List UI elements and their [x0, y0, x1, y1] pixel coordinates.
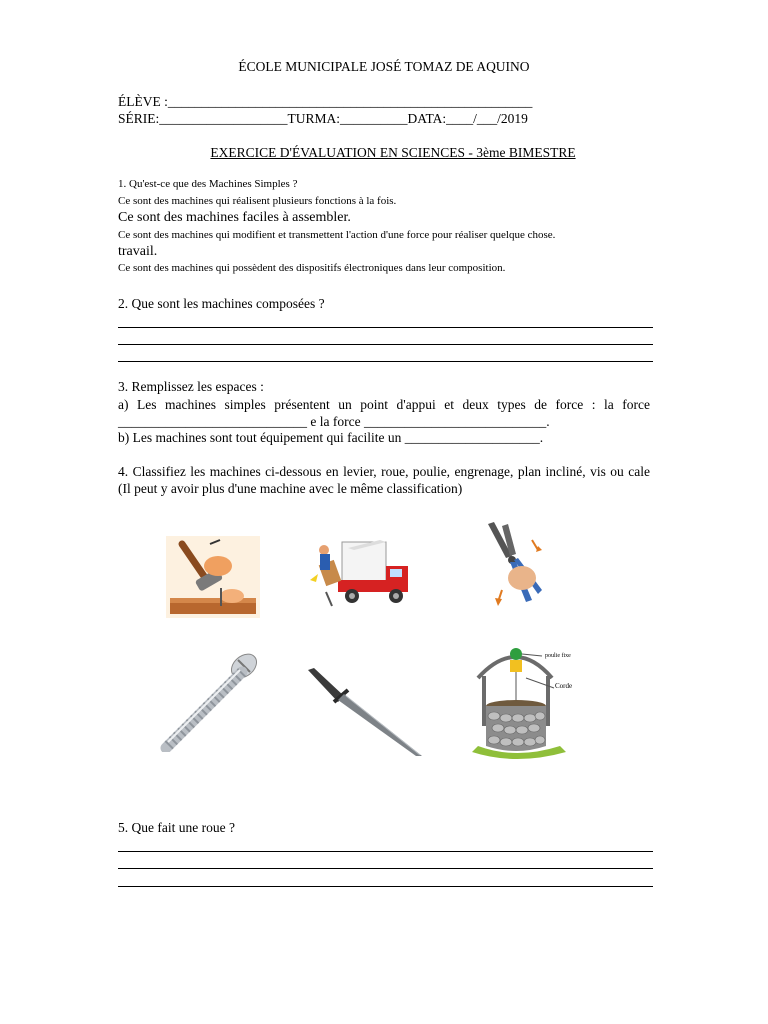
- q2-question: 2. Que sont les machines composées ?: [118, 296, 325, 311]
- q3-b: b) Les machines sont tout équipement qui facilite un ____________________.: [118, 430, 544, 445]
- well-label-rope: Corde: [555, 682, 573, 690]
- q1-option-3: Ce sont des machines qui modifient et transmettent l'action d'une force pour réaliser quelque chose.: [118, 229, 556, 241]
- pliers-image: [482, 520, 548, 610]
- answer-line: [118, 868, 653, 869]
- screw-image: [160, 650, 262, 752]
- answer-line: [118, 327, 653, 328]
- answer-line: [118, 851, 653, 852]
- q5-question: 5. Que fait une roue ?: [118, 820, 235, 835]
- hand-truck-image: [308, 534, 412, 612]
- q4-question: 4. Classifiez les machines ci-dessous en levier, roue, poulie, engrenage, plan incliné, vis ou cale (Il peut y avoir plus d'une machine avec le même classification): [118, 464, 650, 496]
- hammer-nail-image: [166, 536, 260, 618]
- q1-option-4: Ce sont des machines qui possèdent des dispositifs électroniques dans leur composition.: [118, 262, 506, 274]
- q3-a: a) Les machines simples présentent un point d'appui et deux types de force : la force ____________________________ e la force ___________________________.: [118, 397, 650, 429]
- answer-line: [118, 344, 653, 345]
- q1-option-1: Ce sont des machines qui réalisent plusieurs fonctions à la fois.: [118, 195, 397, 207]
- q3-question: 3. Remplissez les espaces :: [118, 379, 264, 394]
- exercise-title: EXERCICE D'ÉVALUATION EN SCIENCES - 3ème BIMESTRE: [210, 145, 576, 160]
- serie-turma-data-line: SÉRIE:___________________TURMA:__________DATA:____/___/2019: [118, 111, 528, 126]
- well-label-pulley: poulie fixe: [545, 653, 571, 659]
- answer-line: [118, 886, 653, 887]
- answer-line: [118, 361, 653, 362]
- school-name: ÉCOLE MUNICIPALE JOSÉ TOMAZ DE AQUINO: [238, 59, 530, 74]
- q1-option-3-cont: travail.: [118, 244, 158, 259]
- eleve-label: ÉLÈVE :: [118, 94, 168, 109]
- knife-image: [304, 666, 424, 758]
- eleve-line: [118, 94, 532, 110]
- q1-question: 1. Qu'est-ce que des Machines Simples ?: [118, 178, 298, 190]
- q1-option-2: Ce sont des machines faciles à assembler.: [118, 210, 351, 225]
- eleve-blank: ______________________________________________________: [167, 94, 533, 109]
